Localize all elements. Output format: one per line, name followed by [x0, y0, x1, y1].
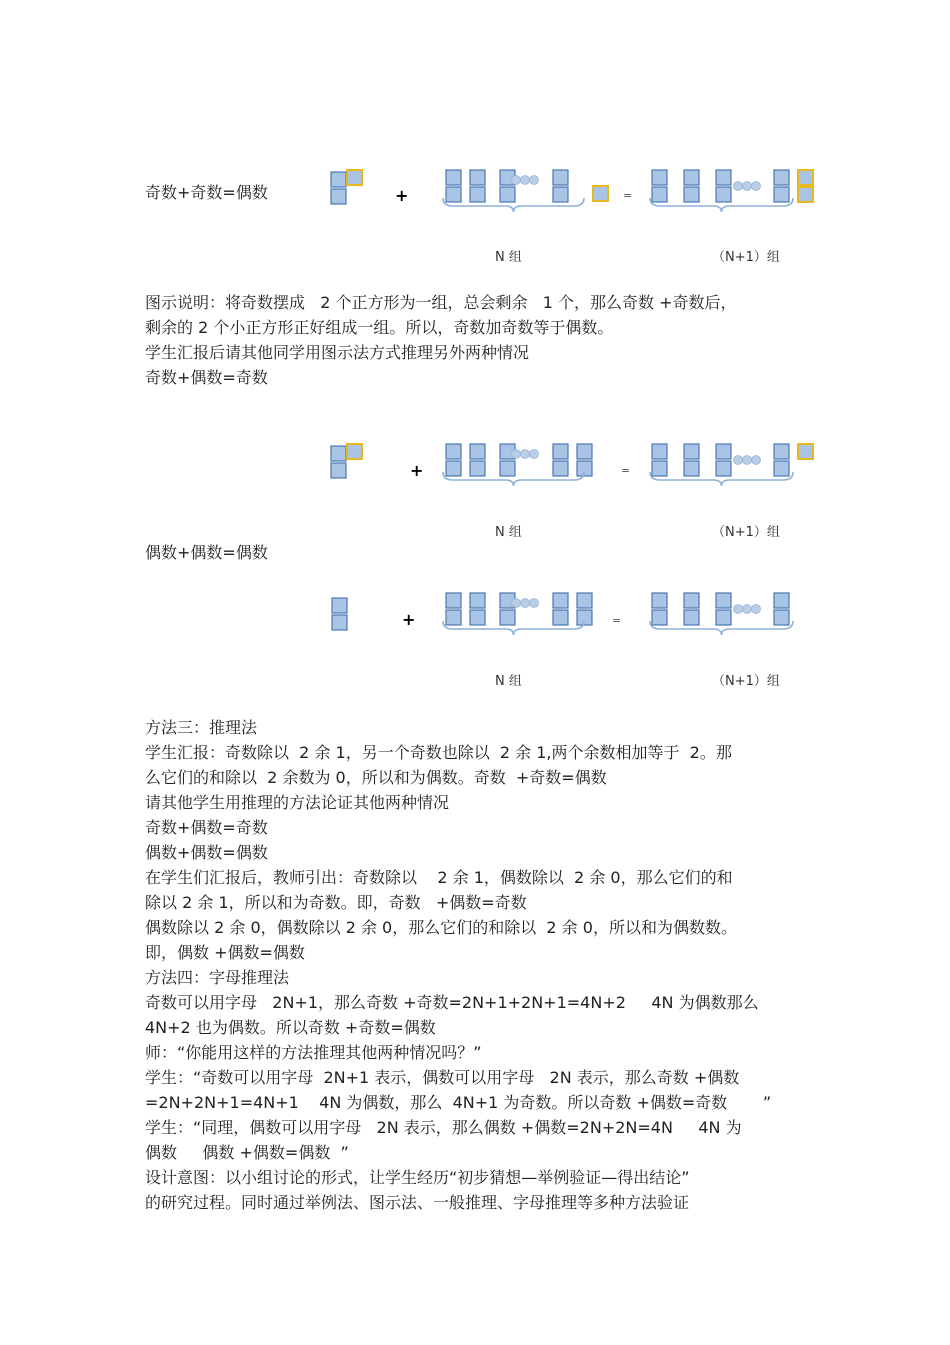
body-line: 的研究过程。同时通过举例法、图示法、一般推理、字母推理等多种方法验证 — [145, 1193, 690, 1212]
n1-group-label: （N+1）组 — [712, 674, 780, 689]
square — [774, 593, 789, 608]
body-line: 偶数除以 2 余 0，偶数除以 2 余 0，那么它们的和除以 2 余 0，所以和为偶数数。 — [145, 918, 737, 937]
instruction-line: 学生汇报后请其他同学用图示法方式推理另外两种情况 — [145, 343, 530, 362]
square — [332, 615, 347, 630]
square — [470, 610, 485, 625]
body-line: 设计意图：以小组讨论的形式，让学生经历“初步猜想—举例验证—得出结论” — [145, 1168, 690, 1187]
equals-sign: = — [621, 464, 631, 477]
body-line: 学生：“同理，偶数可以用字母 2N 表示，那么偶数 +偶数=2N+2N=4N 4N 为 — [145, 1118, 742, 1137]
plus-sign: + — [410, 461, 424, 480]
square — [553, 593, 568, 608]
body-line: 4N+2 也为偶数。所以奇数 +奇数=偶数 — [145, 1018, 436, 1037]
square — [332, 598, 347, 613]
body-line: 学生汇报：奇数除以 2 余 1，另一个奇数也除以 2 余 1,两个余数相加等于 2。那 — [145, 743, 732, 762]
equals-sign: = — [612, 614, 622, 627]
body-line: 偶数 偶数 +偶数=偶数 ” — [145, 1143, 349, 1162]
square — [716, 610, 731, 625]
square — [652, 610, 667, 625]
n1-group-label: （N+1）组 — [712, 525, 780, 540]
square — [470, 593, 485, 608]
body-line: 奇数+偶数=奇数 — [145, 818, 268, 837]
body-line: 请其他学生用推理的方法论证其他两种情况 — [145, 793, 450, 812]
square — [774, 610, 789, 625]
body-line: =2N+2N+1=4N+1 4N 为偶数，那么 4N+1 为奇数。所以奇数 +偶数=奇数 ” — [145, 1093, 772, 1112]
body-line: 方法三：推理法 — [145, 718, 258, 737]
body-line: 方法四：字母推理法 — [145, 968, 290, 987]
body-line: 即，偶数 +偶数=偶数 — [145, 943, 305, 962]
body-line: 除以 2 余 1，所以和为奇数。即，奇数 +偶数=奇数 — [145, 893, 527, 912]
ellipsis-dot — [752, 605, 761, 614]
n-group-label: N 组 — [495, 674, 522, 689]
body-line: 么它们的和除以 2 余数为 0，所以和为偶数。奇数 +奇数=偶数 — [145, 768, 607, 787]
equals-sign: = — [623, 189, 633, 202]
ellipsis-dot — [734, 605, 743, 614]
body-line: 师：“你能用这样的方法推理其他两种情况吗？” — [145, 1043, 482, 1062]
square — [446, 610, 461, 625]
body-line: 奇数可以用字母 2N+1，那么奇数 +奇数=2N+1+2N+1=4N+2 4N 为偶数那么 — [145, 993, 759, 1012]
ellipsis-dot — [521, 599, 530, 608]
square — [716, 593, 731, 608]
square — [553, 610, 568, 625]
equation-even-plus-even: 偶数+偶数=偶数 — [145, 543, 268, 562]
body-line: 学生：“奇数可以用字母 2N+1 表示，偶数可以用字母 2N 表示，那么奇数 +偶数 — [145, 1068, 740, 1087]
n-group-label: N 组 — [495, 525, 522, 540]
ellipsis-dot — [530, 599, 539, 608]
equation-odd-plus-even: 奇数+偶数=奇数 — [145, 368, 268, 387]
plus-sign: + — [395, 186, 409, 205]
square — [652, 593, 667, 608]
square — [500, 610, 515, 625]
square — [684, 610, 699, 625]
figure-note-line2: 剩余的 2 个小正方形正好组成一组。所以，奇数加奇数等于偶数。 — [145, 318, 614, 337]
ellipsis-dot — [512, 599, 521, 608]
ellipsis-dot — [743, 605, 752, 614]
square — [684, 593, 699, 608]
plus-sign: + — [402, 610, 416, 629]
square — [577, 593, 592, 608]
equation-odd-plus-odd: 奇数+奇数=偶数 — [145, 183, 268, 202]
n-group-label: N 组 — [495, 250, 522, 265]
figure-note-line1: 图示说明：将奇数摆成 2 个正方形为一组，总会剩余 1 个，那么奇数 +奇数后， — [145, 293, 737, 312]
body-line: 偶数+偶数=偶数 — [145, 843, 268, 862]
square — [446, 593, 461, 608]
n1-group-label: （N+1）组 — [712, 250, 780, 265]
body-line: 在学生们汇报后，教师引出：奇数除以 2 余 1，偶数除以 2 余 0，那么它们的和 — [145, 868, 733, 887]
